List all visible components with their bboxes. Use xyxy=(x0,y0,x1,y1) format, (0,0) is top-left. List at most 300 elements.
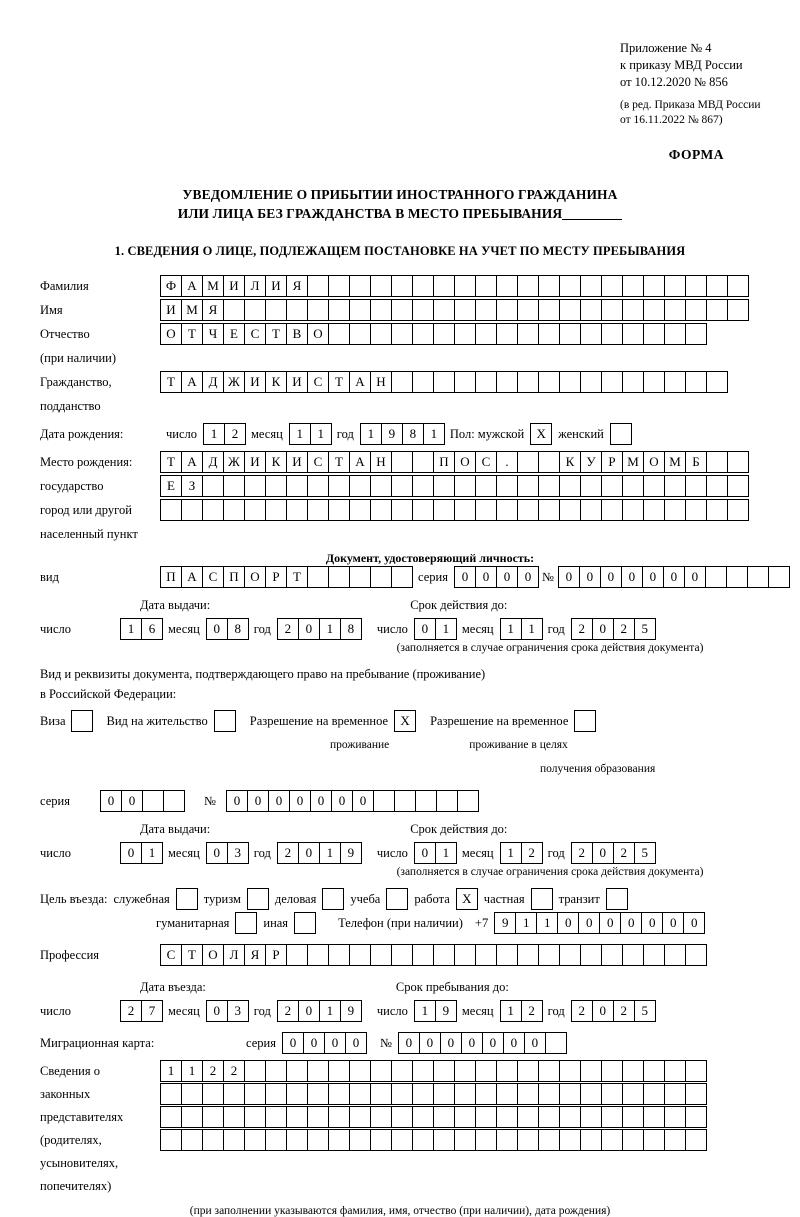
form-cell[interactable] xyxy=(142,790,164,812)
form-cell[interactable] xyxy=(412,371,434,393)
phone-input[interactable] xyxy=(494,912,704,934)
form-cell[interactable] xyxy=(328,1083,350,1105)
form-cell[interactable] xyxy=(559,1083,581,1105)
form-cell[interactable]: Ж xyxy=(223,451,245,473)
purpose-option-checkbox[interactable] xyxy=(322,888,344,910)
form-cell[interactable] xyxy=(454,475,476,497)
form-cell[interactable] xyxy=(685,1083,707,1105)
form-cell[interactable]: 1 xyxy=(141,842,163,864)
form-cell[interactable]: 9 xyxy=(381,423,403,445)
form-cell[interactable]: Л xyxy=(223,944,245,966)
form-cell[interactable] xyxy=(286,499,308,521)
form-cell[interactable] xyxy=(454,371,476,393)
form-cell[interactable] xyxy=(349,1106,371,1128)
form-cell[interactable] xyxy=(622,1129,644,1151)
form-cell[interactable] xyxy=(475,323,497,345)
form-cell[interactable] xyxy=(160,1129,182,1151)
form-cell[interactable]: 0 xyxy=(578,912,600,934)
form-cell[interactable] xyxy=(538,499,560,521)
form-cell[interactable] xyxy=(454,499,476,521)
form-cell[interactable]: 1 xyxy=(500,618,522,640)
form-cell[interactable] xyxy=(517,275,539,297)
form-cell[interactable] xyxy=(433,1129,455,1151)
stay-year-input[interactable] xyxy=(571,1000,655,1022)
form-cell[interactable] xyxy=(160,1083,182,1105)
form-cell[interactable] xyxy=(601,1060,623,1082)
form-cell[interactable] xyxy=(328,475,350,497)
form-cell[interactable] xyxy=(391,1106,413,1128)
form-cell[interactable]: 5 xyxy=(634,842,656,864)
form-cell[interactable] xyxy=(580,371,602,393)
form-cell[interactable]: М xyxy=(181,299,203,321)
form-cell[interactable] xyxy=(391,1129,413,1151)
purpose-option-checkbox[interactable] xyxy=(235,912,257,934)
form-cell[interactable] xyxy=(643,1083,665,1105)
form-cell[interactable] xyxy=(307,499,329,521)
form-cell[interactable]: 2 xyxy=(277,618,299,640)
form-cell[interactable] xyxy=(307,944,329,966)
form-cell[interactable] xyxy=(496,1106,518,1128)
form-cell[interactable]: 0 xyxy=(557,912,579,934)
form-cell[interactable] xyxy=(580,275,602,297)
form-cell[interactable] xyxy=(433,1083,455,1105)
form-cell[interactable] xyxy=(349,1060,371,1082)
form-cell[interactable] xyxy=(580,1106,602,1128)
form-cell[interactable] xyxy=(328,299,350,321)
form-cell[interactable]: И xyxy=(244,371,266,393)
form-cell[interactable]: 0 xyxy=(461,1032,483,1054)
form-cell[interactable]: 6 xyxy=(141,618,163,640)
form-cell[interactable]: У xyxy=(580,451,602,473)
form-cell[interactable] xyxy=(664,275,686,297)
form-cell[interactable] xyxy=(580,499,602,521)
form-cell[interactable] xyxy=(412,475,434,497)
form-cell[interactable] xyxy=(601,323,623,345)
form-cell[interactable]: 1 xyxy=(515,912,537,934)
form-cell[interactable]: 2 xyxy=(224,423,246,445)
form-cell[interactable] xyxy=(496,944,518,966)
form-cell[interactable]: К xyxy=(265,371,287,393)
representatives-line-3-input[interactable] xyxy=(160,1106,706,1128)
identity-issue-month-input[interactable] xyxy=(206,618,248,640)
form-cell[interactable]: 0 xyxy=(289,790,311,812)
form-cell[interactable] xyxy=(244,1083,266,1105)
form-cell[interactable]: 1 xyxy=(536,912,558,934)
form-cell[interactable]: 1 xyxy=(500,842,522,864)
form-cell[interactable]: 2 xyxy=(521,842,543,864)
form-cell[interactable] xyxy=(726,566,748,588)
form-cell[interactable] xyxy=(622,499,644,521)
form-cell[interactable]: 0 xyxy=(206,618,228,640)
form-cell[interactable] xyxy=(601,944,623,966)
form-cell[interactable] xyxy=(580,1083,602,1105)
form-cell[interactable] xyxy=(202,1129,224,1151)
form-cell[interactable]: 1 xyxy=(289,423,311,445)
form-cell[interactable] xyxy=(622,944,644,966)
form-cell[interactable] xyxy=(601,371,623,393)
form-cell[interactable]: Р xyxy=(601,451,623,473)
form-cell[interactable]: 1 xyxy=(160,1060,182,1082)
form-cell[interactable]: А xyxy=(181,275,203,297)
form-cell[interactable]: 9 xyxy=(494,912,516,934)
form-cell[interactable]: Ч xyxy=(202,323,224,345)
form-cell[interactable] xyxy=(643,299,665,321)
form-cell[interactable] xyxy=(538,1083,560,1105)
form-cell[interactable] xyxy=(223,499,245,521)
form-cell[interactable] xyxy=(328,275,350,297)
form-cell[interactable] xyxy=(286,1060,308,1082)
form-cell[interactable]: О xyxy=(244,566,266,588)
stay-day-input[interactable] xyxy=(414,1000,456,1022)
form-cell[interactable]: 2 xyxy=(521,1000,543,1022)
form-cell[interactable] xyxy=(454,1060,476,1082)
form-cell[interactable]: Р xyxy=(265,566,287,588)
form-cell[interactable]: А xyxy=(349,451,371,473)
form-cell[interactable] xyxy=(496,1060,518,1082)
form-cell[interactable] xyxy=(559,299,581,321)
form-cell[interactable]: А xyxy=(181,371,203,393)
form-cell[interactable] xyxy=(391,371,413,393)
form-cell[interactable] xyxy=(223,1129,245,1151)
form-cell[interactable] xyxy=(265,475,287,497)
form-cell[interactable] xyxy=(370,1060,392,1082)
form-cell[interactable] xyxy=(223,299,245,321)
form-cell[interactable]: М xyxy=(202,275,224,297)
form-cell[interactable]: Т xyxy=(160,451,182,473)
form-cell[interactable] xyxy=(160,1106,182,1128)
form-cell[interactable]: Н xyxy=(370,371,392,393)
name-input[interactable] xyxy=(160,299,748,321)
form-cell[interactable]: 0 xyxy=(558,566,580,588)
form-cell[interactable] xyxy=(538,451,560,473)
form-cell[interactable]: 2 xyxy=(613,842,635,864)
form-cell[interactable] xyxy=(328,566,350,588)
form-cell[interactable]: Т xyxy=(328,451,350,473)
form-cell[interactable]: 0 xyxy=(100,790,122,812)
form-cell[interactable] xyxy=(496,1083,518,1105)
form-cell[interactable] xyxy=(286,1083,308,1105)
form-cell[interactable] xyxy=(349,1083,371,1105)
form-cell[interactable]: Р xyxy=(265,944,287,966)
form-cell[interactable]: Е xyxy=(223,323,245,345)
form-cell[interactable]: 1 xyxy=(319,618,341,640)
form-cell[interactable] xyxy=(307,566,329,588)
form-cell[interactable] xyxy=(181,1129,203,1151)
form-cell[interactable] xyxy=(286,944,308,966)
form-cell[interactable] xyxy=(580,475,602,497)
form-cell[interactable]: Т xyxy=(328,371,350,393)
form-cell[interactable]: 9 xyxy=(340,1000,362,1022)
form-cell[interactable] xyxy=(163,790,185,812)
migration-number-input[interactable] xyxy=(398,1032,566,1054)
form-cell[interactable] xyxy=(580,944,602,966)
form-cell[interactable]: 2 xyxy=(223,1060,245,1082)
form-cell[interactable] xyxy=(349,275,371,297)
form-cell[interactable] xyxy=(349,499,371,521)
form-cell[interactable] xyxy=(433,944,455,966)
form-cell[interactable] xyxy=(664,1060,686,1082)
form-cell[interactable]: 0 xyxy=(592,1000,614,1022)
form-cell[interactable] xyxy=(545,1032,567,1054)
form-cell[interactable]: 0 xyxy=(120,842,142,864)
form-cell[interactable]: 1 xyxy=(423,423,445,445)
form-cell[interactable]: 1 xyxy=(521,618,543,640)
form-cell[interactable] xyxy=(580,1129,602,1151)
form-cell[interactable]: 0 xyxy=(663,566,685,588)
form-cell[interactable] xyxy=(391,1083,413,1105)
form-cell[interactable] xyxy=(412,299,434,321)
form-cell[interactable]: 2 xyxy=(613,1000,635,1022)
form-cell[interactable]: И xyxy=(160,299,182,321)
patronymic-input[interactable] xyxy=(160,323,706,345)
form-cell[interactable]: О xyxy=(454,451,476,473)
birthplace-line-3-input[interactable] xyxy=(160,499,748,521)
form-cell[interactable] xyxy=(307,475,329,497)
form-cell[interactable] xyxy=(622,1083,644,1105)
form-cell[interactable] xyxy=(433,323,455,345)
form-cell[interactable] xyxy=(685,1129,707,1151)
form-cell[interactable]: З xyxy=(181,475,203,497)
form-cell[interactable] xyxy=(538,299,560,321)
form-cell[interactable]: 0 xyxy=(496,566,518,588)
form-cell[interactable] xyxy=(454,1129,476,1151)
form-cell[interactable] xyxy=(664,371,686,393)
stay-doc-issue-day-input[interactable] xyxy=(120,842,162,864)
form-cell[interactable] xyxy=(454,944,476,966)
form-cell[interactable] xyxy=(496,371,518,393)
form-cell[interactable] xyxy=(517,499,539,521)
form-cell[interactable] xyxy=(454,275,476,297)
form-cell[interactable]: Л xyxy=(244,275,266,297)
stay-doc-issue-year-input[interactable] xyxy=(277,842,361,864)
form-cell[interactable] xyxy=(727,275,749,297)
form-cell[interactable] xyxy=(538,475,560,497)
form-cell[interactable] xyxy=(685,944,707,966)
form-cell[interactable] xyxy=(412,944,434,966)
form-cell[interactable]: Ж xyxy=(223,371,245,393)
form-cell[interactable] xyxy=(307,275,329,297)
form-cell[interactable]: 5 xyxy=(634,1000,656,1022)
form-cell[interactable] xyxy=(705,566,727,588)
form-cell[interactable]: Т xyxy=(160,371,182,393)
form-cell[interactable] xyxy=(328,944,350,966)
form-cell[interactable] xyxy=(415,790,437,812)
form-cell[interactable] xyxy=(475,1129,497,1151)
form-cell[interactable] xyxy=(412,1129,434,1151)
form-cell[interactable]: 0 xyxy=(414,842,436,864)
form-cell[interactable] xyxy=(223,475,245,497)
purpose-option-checkbox[interactable] xyxy=(386,888,408,910)
purpose-option-checkbox[interactable] xyxy=(176,888,198,910)
form-cell[interactable]: 0 xyxy=(206,1000,228,1022)
form-cell[interactable]: 0 xyxy=(642,566,664,588)
form-cell[interactable] xyxy=(517,1129,539,1151)
form-cell[interactable]: 0 xyxy=(298,1000,320,1022)
entry-day-input[interactable] xyxy=(120,1000,162,1022)
form-cell[interactable] xyxy=(622,371,644,393)
form-cell[interactable] xyxy=(265,1083,287,1105)
form-cell[interactable] xyxy=(370,323,392,345)
form-cell[interactable] xyxy=(202,475,224,497)
form-cell[interactable] xyxy=(391,1060,413,1082)
form-cell[interactable]: О xyxy=(643,451,665,473)
form-cell[interactable]: Т xyxy=(181,323,203,345)
form-cell[interactable] xyxy=(706,371,728,393)
form-cell[interactable] xyxy=(370,1106,392,1128)
form-cell[interactable] xyxy=(706,499,728,521)
purpose-option-checkbox[interactable] xyxy=(247,888,269,910)
form-cell[interactable] xyxy=(391,944,413,966)
form-cell[interactable] xyxy=(517,371,539,393)
form-cell[interactable] xyxy=(454,323,476,345)
form-cell[interactable]: С xyxy=(202,566,224,588)
form-cell[interactable] xyxy=(265,499,287,521)
form-cell[interactable] xyxy=(601,1106,623,1128)
form-cell[interactable] xyxy=(475,275,497,297)
birth-day-input[interactable] xyxy=(203,423,245,445)
form-cell[interactable]: 1 xyxy=(435,842,457,864)
form-cell[interactable] xyxy=(517,1106,539,1128)
entry-month-input[interactable] xyxy=(206,1000,248,1022)
form-cell[interactable]: 0 xyxy=(247,790,269,812)
form-cell[interactable] xyxy=(286,475,308,497)
form-cell[interactable]: 0 xyxy=(592,842,614,864)
form-cell[interactable]: 9 xyxy=(435,1000,457,1022)
form-cell[interactable] xyxy=(412,1060,434,1082)
sex-male-checkbox[interactable]: X xyxy=(530,423,552,445)
form-cell[interactable]: И xyxy=(265,275,287,297)
form-cell[interactable]: 0 xyxy=(600,566,622,588)
form-cell[interactable] xyxy=(517,475,539,497)
form-cell[interactable] xyxy=(601,475,623,497)
identity-valid-day-input[interactable] xyxy=(414,618,456,640)
form-cell[interactable]: К xyxy=(559,451,581,473)
visa-checkbox[interactable] xyxy=(71,710,93,732)
form-cell[interactable] xyxy=(412,1083,434,1105)
form-cell[interactable]: 1 xyxy=(500,1000,522,1022)
form-cell[interactable] xyxy=(454,1106,476,1128)
stay-doc-valid-year-input[interactable] xyxy=(571,842,655,864)
form-cell[interactable]: 0 xyxy=(121,790,143,812)
form-cell[interactable] xyxy=(601,1129,623,1151)
form-cell[interactable]: Я xyxy=(244,944,266,966)
migration-series-input[interactable] xyxy=(282,1032,366,1054)
form-cell[interactable]: И xyxy=(223,275,245,297)
form-cell[interactable] xyxy=(538,944,560,966)
form-cell[interactable] xyxy=(457,790,479,812)
form-cell[interactable]: 1 xyxy=(310,423,332,445)
form-cell[interactable] xyxy=(685,323,707,345)
form-cell[interactable]: Т xyxy=(265,323,287,345)
form-cell[interactable]: 0 xyxy=(599,912,621,934)
form-cell[interactable] xyxy=(349,1129,371,1151)
form-cell[interactable] xyxy=(559,944,581,966)
form-cell[interactable] xyxy=(370,499,392,521)
birth-month-input[interactable] xyxy=(289,423,331,445)
form-cell[interactable] xyxy=(622,1106,644,1128)
form-cell[interactable] xyxy=(244,499,266,521)
form-cell[interactable]: Ф xyxy=(160,275,182,297)
form-cell[interactable] xyxy=(496,323,518,345)
form-cell[interactable]: 0 xyxy=(398,1032,420,1054)
residence-permit-checkbox[interactable] xyxy=(214,710,236,732)
form-cell[interactable] xyxy=(307,1106,329,1128)
form-cell[interactable]: О xyxy=(307,323,329,345)
form-cell[interactable] xyxy=(391,499,413,521)
form-cell[interactable]: С xyxy=(160,944,182,966)
form-cell[interactable]: 0 xyxy=(482,1032,504,1054)
form-cell[interactable] xyxy=(622,1060,644,1082)
form-cell[interactable] xyxy=(433,275,455,297)
purpose-option-checkbox[interactable] xyxy=(531,888,553,910)
form-cell[interactable] xyxy=(706,451,728,473)
form-cell[interactable]: 0 xyxy=(331,790,353,812)
form-cell[interactable] xyxy=(664,944,686,966)
form-cell[interactable] xyxy=(643,944,665,966)
form-cell[interactable]: 0 xyxy=(592,618,614,640)
form-cell[interactable]: 2 xyxy=(202,1060,224,1082)
stay-doc-number-input[interactable] xyxy=(226,790,478,812)
form-cell[interactable] xyxy=(643,371,665,393)
stay-doc-series-input[interactable] xyxy=(100,790,184,812)
form-cell[interactable] xyxy=(559,371,581,393)
form-cell[interactable]: Т xyxy=(181,944,203,966)
form-cell[interactable] xyxy=(643,499,665,521)
form-cell[interactable]: 0 xyxy=(683,912,705,934)
form-cell[interactable] xyxy=(538,275,560,297)
form-cell[interactable] xyxy=(265,1106,287,1128)
form-cell[interactable]: 0 xyxy=(345,1032,367,1054)
form-cell[interactable] xyxy=(412,451,434,473)
purpose-option-checkbox[interactable]: X xyxy=(456,888,478,910)
form-cell[interactable] xyxy=(433,1106,455,1128)
form-cell[interactable] xyxy=(496,1129,518,1151)
form-cell[interactable]: 0 xyxy=(517,566,539,588)
form-cell[interactable]: М xyxy=(622,451,644,473)
identity-valid-year-input[interactable] xyxy=(571,618,655,640)
form-cell[interactable] xyxy=(580,299,602,321)
form-cell[interactable] xyxy=(433,499,455,521)
form-cell[interactable]: 0 xyxy=(226,790,248,812)
form-cell[interactable] xyxy=(559,475,581,497)
form-cell[interactable]: 7 xyxy=(141,1000,163,1022)
form-cell[interactable]: О xyxy=(202,944,224,966)
citizenship-input[interactable] xyxy=(160,371,727,393)
form-cell[interactable] xyxy=(685,499,707,521)
form-cell[interactable]: И xyxy=(286,451,308,473)
temp-residence-checkbox[interactable]: X xyxy=(394,710,416,732)
form-cell[interactable]: С xyxy=(244,323,266,345)
form-cell[interactable]: Н xyxy=(370,451,392,473)
form-cell[interactable] xyxy=(328,499,350,521)
form-cell[interactable] xyxy=(391,323,413,345)
form-cell[interactable]: 1 xyxy=(414,1000,436,1022)
form-cell[interactable] xyxy=(349,944,371,966)
form-cell[interactable] xyxy=(391,566,413,588)
form-cell[interactable] xyxy=(643,1106,665,1128)
form-cell[interactable] xyxy=(538,1129,560,1151)
form-cell[interactable]: 1 xyxy=(319,1000,341,1022)
form-cell[interactable]: 2 xyxy=(120,1000,142,1022)
identity-number-input[interactable] xyxy=(558,566,789,588)
representatives-line-2-input[interactable] xyxy=(160,1083,706,1105)
form-cell[interactable] xyxy=(286,1106,308,1128)
form-cell[interactable] xyxy=(664,499,686,521)
form-cell[interactable]: 0 xyxy=(310,790,332,812)
form-cell[interactable] xyxy=(643,1060,665,1082)
form-cell[interactable]: 3 xyxy=(227,1000,249,1022)
form-cell[interactable]: А xyxy=(349,371,371,393)
